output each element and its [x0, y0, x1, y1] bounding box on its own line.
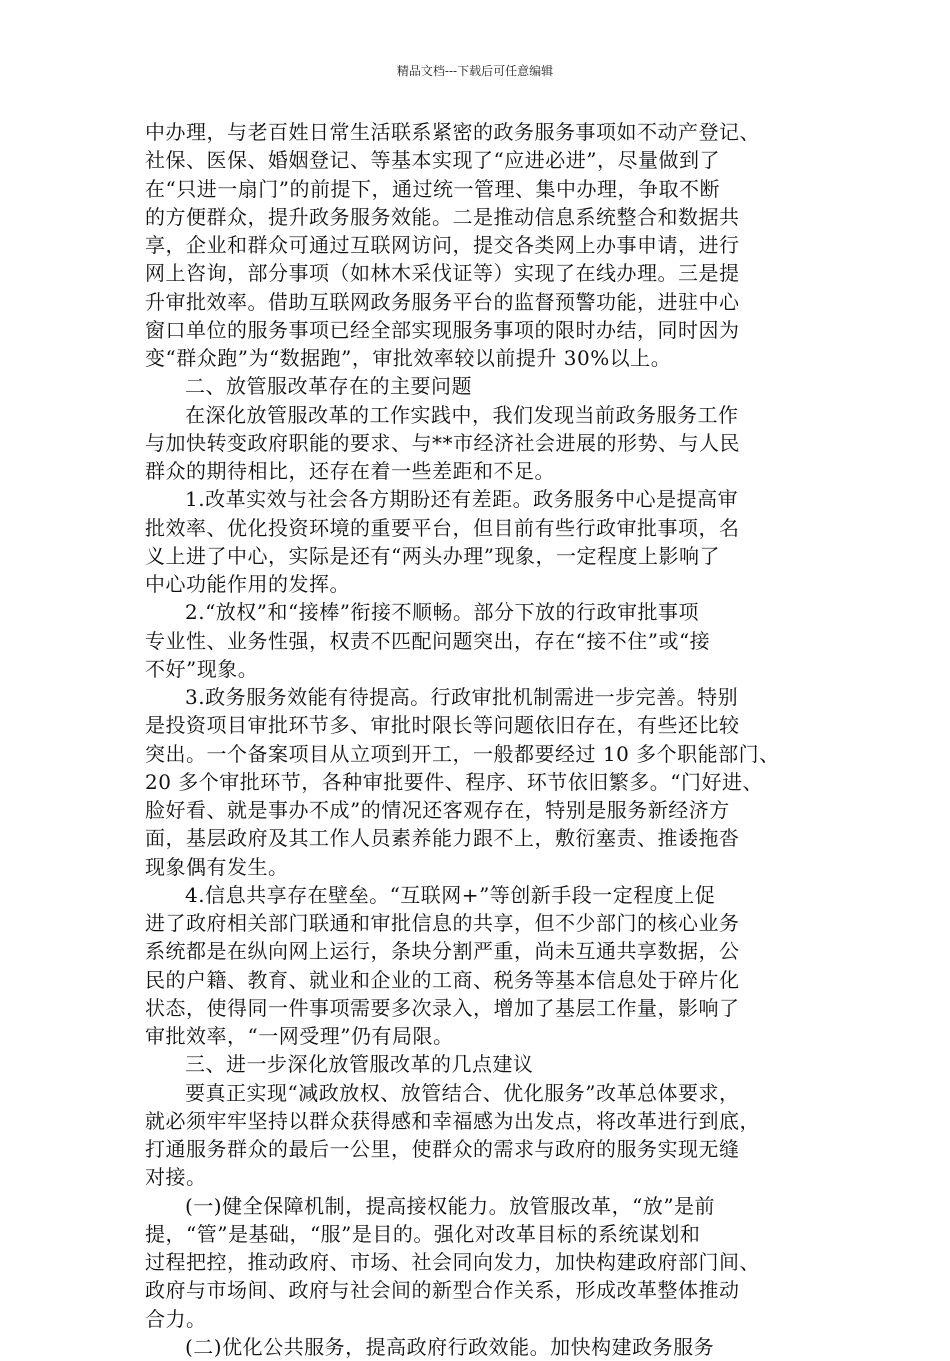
text-line: 是投资项目审批环节多、审批时限长等问题依旧存在，有些还比较 [145, 713, 740, 738]
text-line: 审批效率，“一网受理”仍有局限。 [145, 1024, 454, 1048]
text-line: 突出。一个备案项目从立项到开工，一般都要经过 10 多个职能部门、 [145, 741, 780, 766]
text-line: 4.信息共享存在壁垒。“互联网+”等创新手段一定程度上促 [185, 882, 716, 907]
text-line: 进了政府相关部门联通和审批信息的共享，但不少部门的核心业务 [145, 911, 740, 935]
text-line: 要真正实现“减政放权、放管结合、优化服务”改革总体要求， [185, 1080, 740, 1105]
text-line: 合力。 [145, 1306, 207, 1331]
text-line: (二)优化公共服务，提高政府行政效能。加快构建政务服务 [185, 1334, 715, 1359]
page-header: 精品文档---下载后可任意编辑 [396, 64, 554, 78]
text-line: 提，“管”是基础，“服”是目的。强化对改革目标的系统谋划和 [145, 1221, 701, 1246]
text-line: (一)健全保障机制，提高接权能力。放管服改革，“放”是前 [185, 1193, 716, 1218]
text-line: 系统都是在纵向网上运行，条块分割严重，尚未互通共享数据，公 [145, 939, 740, 964]
text-line: 脸好看、就是事办不成”的情况还客观存在，特别是服务新经济方 [145, 798, 730, 822]
text-line: 窗口单位的服务事项已经全部实现服务事项的限时办结，同时因为 [145, 317, 740, 342]
text-line: 打通服务群众的最后一公里，使群众的需求与政府的服务实现无缝 [145, 1137, 740, 1161]
text-line: 不好”现象。 [145, 656, 259, 681]
text-line: 变“群众跑”为“数据跑”，审批效率较以前提升 30%以上。 [145, 346, 672, 370]
text-line: 政府与市场间、政府与社会间的新型合作关系，形成改革整体推动 [145, 1278, 740, 1303]
text-line: 状态，使得同一件事项需要多次录入，增加了基层工作量，影响了 [145, 995, 740, 1020]
text-line: 3.政务服务效能有待提高。行政审批机制需进一步完善。特别 [185, 685, 739, 709]
text-line: 2.“放权”和“接棒”衔接不顺畅。部分下放的行政审批事项 [185, 600, 699, 625]
text-line: 中办理，与老百姓日常生活联系紧密的政务服务事项如不动产登记、 [145, 120, 760, 144]
text-line: 在“只进一扇门”的前提下，通过统一管理、集中办理，争取不断 [145, 176, 720, 201]
text-line: 在深化放管服改革的工作实践中，我们发现当前政务服务工作 [185, 402, 739, 427]
text-line: 对接。 [145, 1165, 207, 1190]
text-line: 享，企业和群众可通过互联网访问，提交各类网上办事申请，进行 [145, 233, 740, 257]
text-line: 过程把控，推动政府、市场、社会同向发力，加快构建政府部门间、 [145, 1250, 760, 1274]
text-line: 义上进了中心，实际是还有“两头办理”现象，一定程度上影响了 [145, 543, 720, 568]
text-line: 就必须牢牢坚持以群众获得感和幸福感为出发点，将改革进行到底， [145, 1108, 760, 1133]
text-line: 民的户籍、教育、就业和企业的工商、税务等基本信息处于碎片化 [145, 967, 740, 992]
text-line: 社保、医保、婚姻登记、等基本实现了“应进必进”，尽量做到了 [145, 148, 720, 173]
text-line: 的方便群众，提升政务服务效能。二是推动信息系统整合和数据共 [145, 204, 740, 229]
text-line: 升审批效率。借助互联网政务服务平台的监督预警功能，进驻中心 [145, 289, 740, 314]
text-line: 面，基层政府及其工作人员素养能力跟不上，敷衍塞责、推诿拖沓 [145, 826, 740, 851]
text-line: 专业性、业务性强，权责不匹配问题突出，存在“接不住”或“接 [145, 628, 711, 653]
text-line: 三、进一步深化放管服改革的几点建议 [185, 1052, 534, 1077]
text-line: 网上咨询，部分事项（如林木采伐证等）实现了在线办理。三是提 [145, 261, 740, 286]
text-line: 现象偶有发生。 [145, 854, 289, 879]
text-line: 1.改革实效与社会各方期盼还有差距。政务服务中心是提高审 [185, 487, 739, 512]
document-body [145, 118, 810, 1361]
text-line: 批效率、优化投资环境的重要平台，但目前有些行政审批事项，名 [145, 515, 740, 540]
text-line: 与加快转变政府职能的要求、与**市经济社会进展的形势、与人民 [145, 430, 740, 455]
text-line: 群众的期待相比，还存在着一些差距和不足。 [145, 459, 555, 483]
text-line: 二、放管服改革存在的主要问题 [185, 374, 472, 399]
text-line: 20 多个审批环节，各种审批要件、程序、环节依旧繁多。“门好进、 [145, 769, 764, 794]
text-line: 中心功能作用的发挥。 [145, 572, 350, 596]
